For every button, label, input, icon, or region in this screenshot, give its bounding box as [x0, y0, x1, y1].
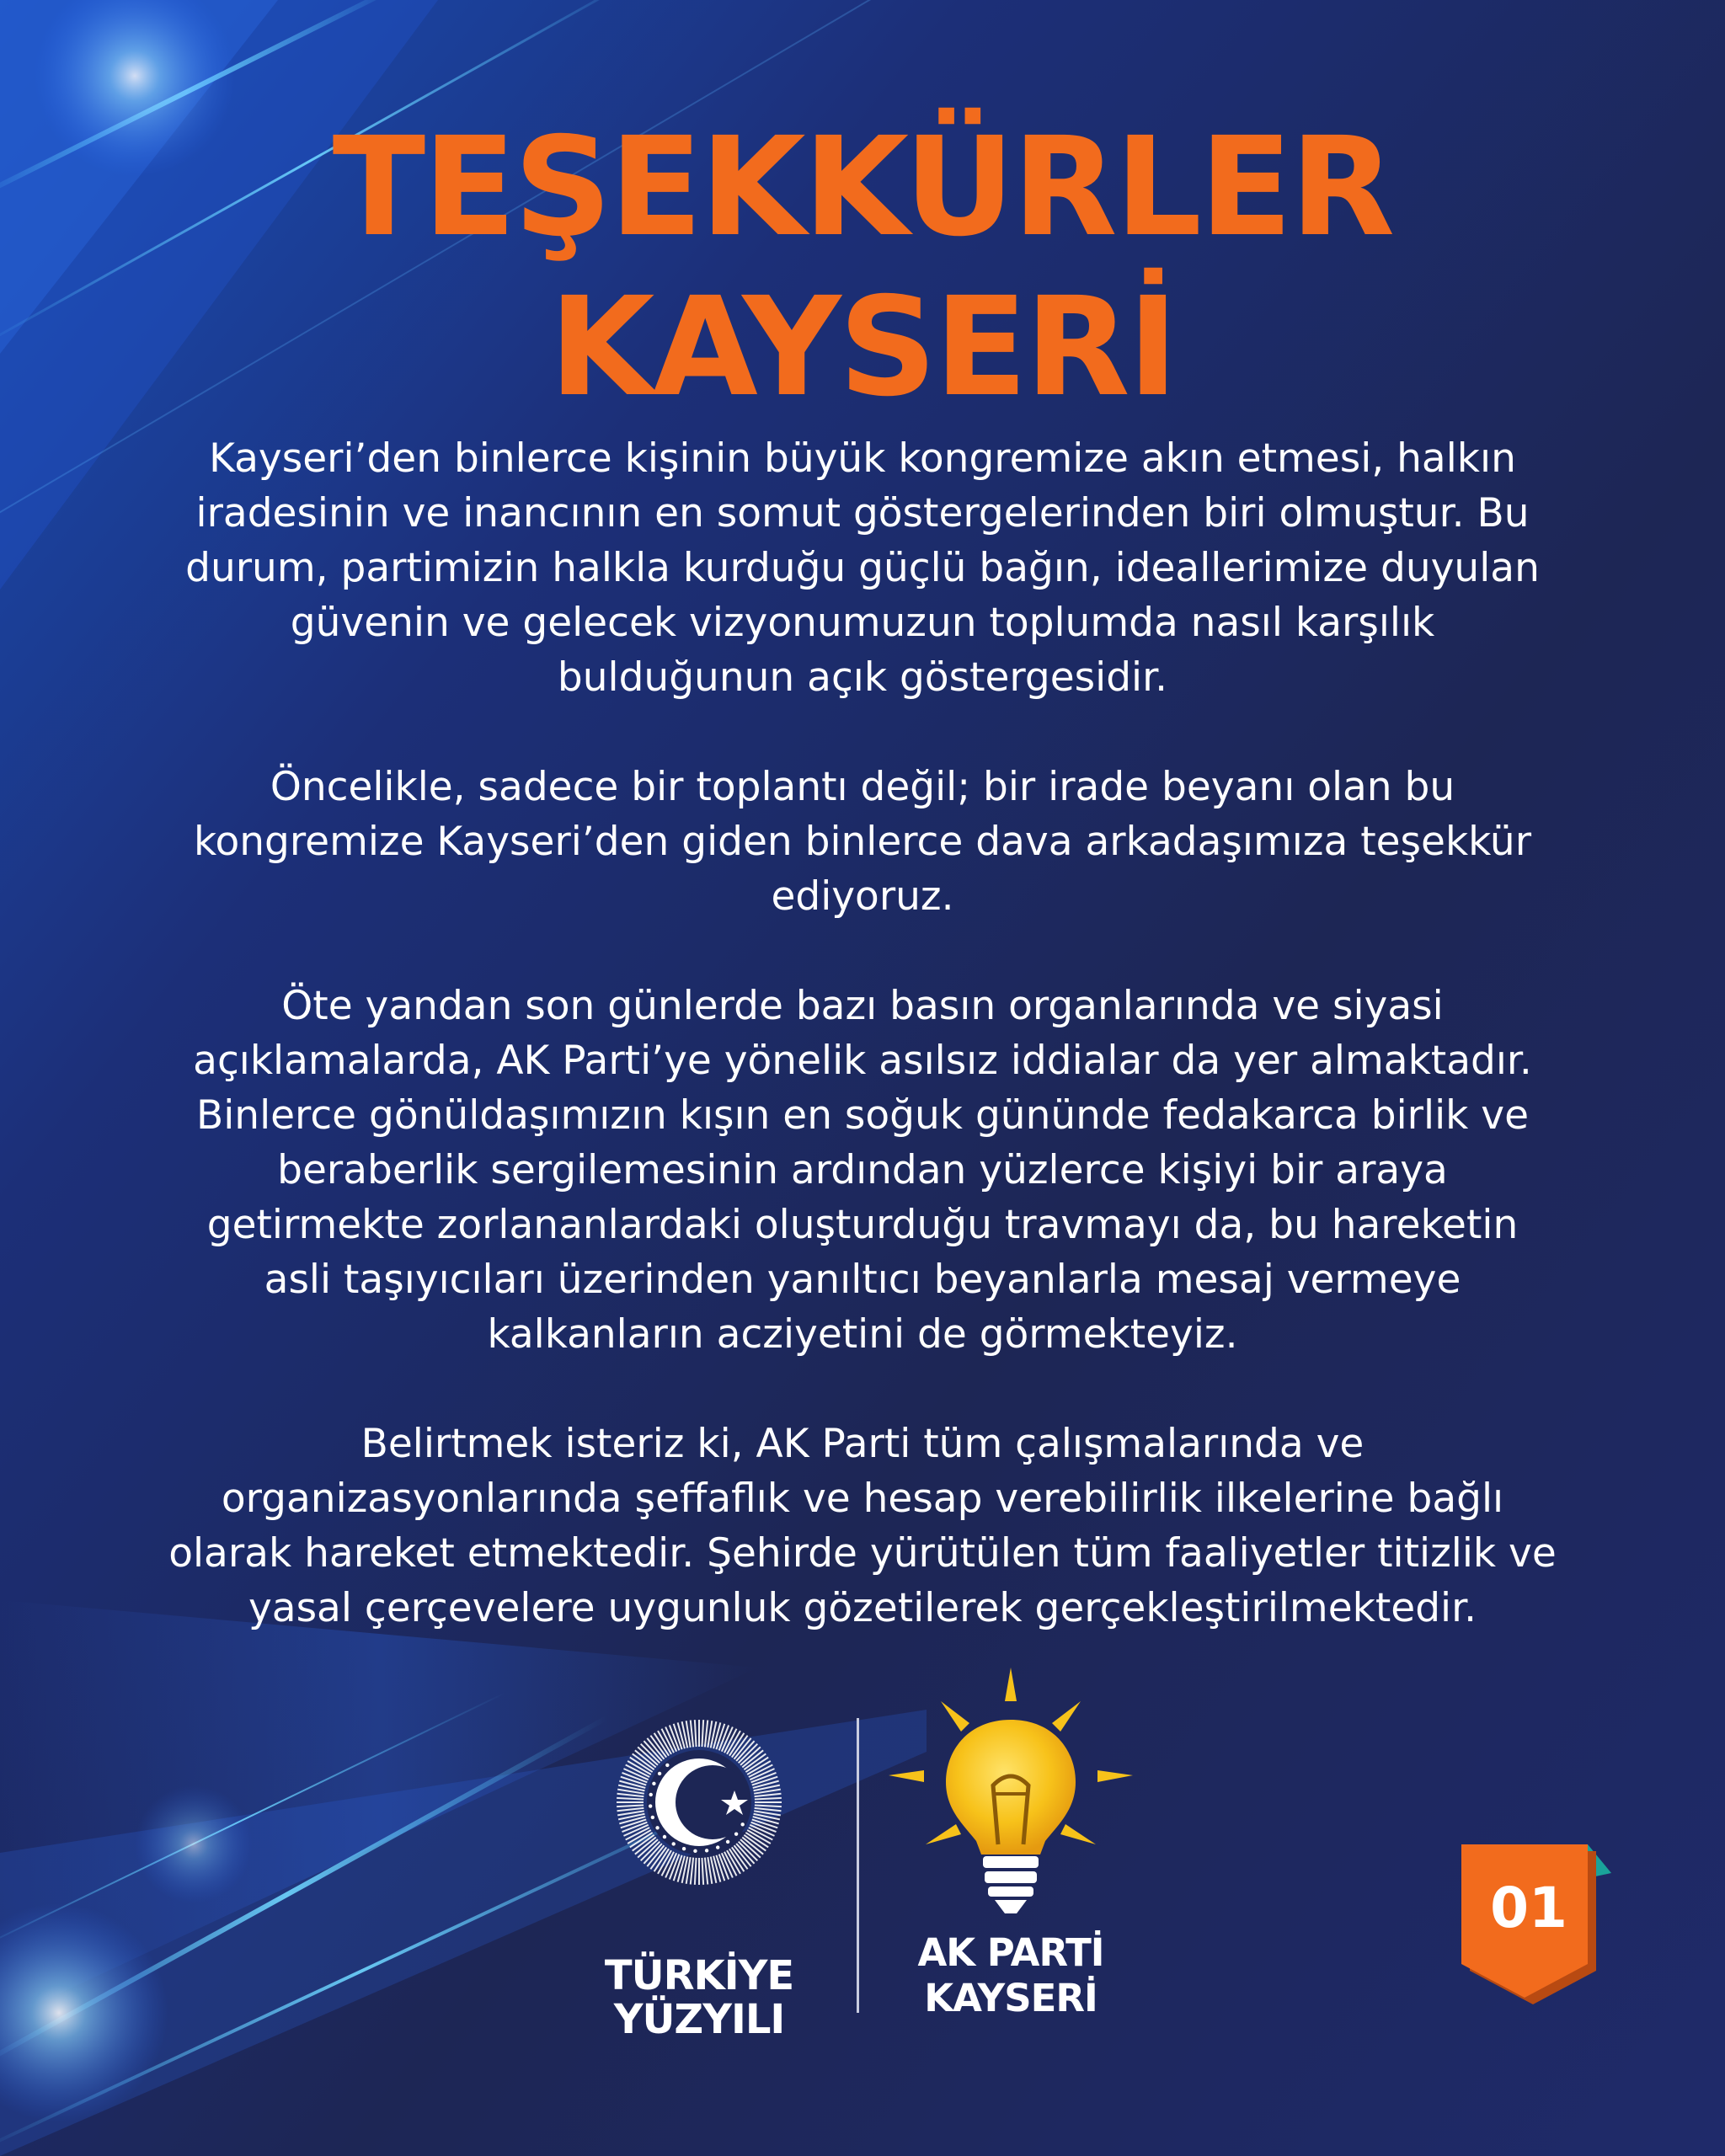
ak-parti-line-1: AK PARTİ — [917, 1930, 1104, 1975]
light-bulb-icon — [889, 1668, 1133, 1920]
ak-parti-wordmark — [876, 1930, 1146, 2021]
paragraph-4: Belirtmek isteriz ki, AK Parti tüm çalışmalarında ve organizasyonlarında şeffaflık ve hesap verebilirlik ilkelerine bağlı olarak hareket etmektedir. Şehirde yürütülen tüm faaliyetler titizlik ve yasal çerçevelere uygunluk gözetilerek gerçekleştirilmektedir. — [168, 1421, 1557, 1631]
crescent-star-sunburst-icon — [615, 1718, 783, 1886]
statement-body — [168, 431, 1557, 1690]
logo-divider — [857, 1718, 859, 2013]
title-line-1: TEŞEKKÜRLER — [332, 109, 1393, 267]
paragraph-2: Öncelikle, sadece bir toplantı değil; bir irade beyanı olan bu kongremize Kayseri’den giden binlerce dava arkadaşımıza teşekkür ediyoruz. — [193, 764, 1532, 920]
ak-parti-line-2: KAYSERİ — [924, 1976, 1097, 2020]
paragraph-3: Öte yandan son günlerde bazı basın organlarında ve siyasi açıklamalarda, AK Parti’ye yönelik asılsız iddialar da yer almaktadır. Binlerce gönüldaşımızın kışın en soğuk gününde fedakarca birlik ve beraberlik sergilemesinin ardından yüzlerce kişiyi bir araya getirmekte zorlananlardaki oluşturduğu travmayı da, bu hareketin asli taşıyıcıları üzerinden yanıltıcı beyanlarla mesaj vermeye kalkanların acziyetini de görmekteyiz. — [193, 983, 1532, 1358]
turkiye-yuzyili-line-2: YÜZYILI — [613, 1996, 785, 2043]
page-title — [0, 108, 1725, 428]
paragraph-1: Kayseri’den binlerce kişinin büyük kongremize akın etmesi, halkın iradesinin ve inancının en somut göstergelerinden biri olmuştur. Bu durum, partimizin halkla kurduğu güçlü bağın, ideallerimize duyulan güvenin ve gelecek vizyonumuzun toplumda nasıl karşılık bulduğunun açık göstergesidir. — [185, 435, 1540, 701]
ak-parti-logo — [876, 1668, 1146, 2021]
turkiye-yuzyili-line-1: TÜRKİYE — [604, 1952, 794, 1999]
title-line-2: KAYSERİ — [548, 269, 1177, 427]
page-number-badge — [1461, 1844, 1613, 2013]
page-number: 01 — [1490, 1876, 1567, 1940]
turkiye-yuzyili-logo — [581, 1718, 817, 2043]
turkiye-yuzyili-wordmark — [581, 1954, 817, 2041]
